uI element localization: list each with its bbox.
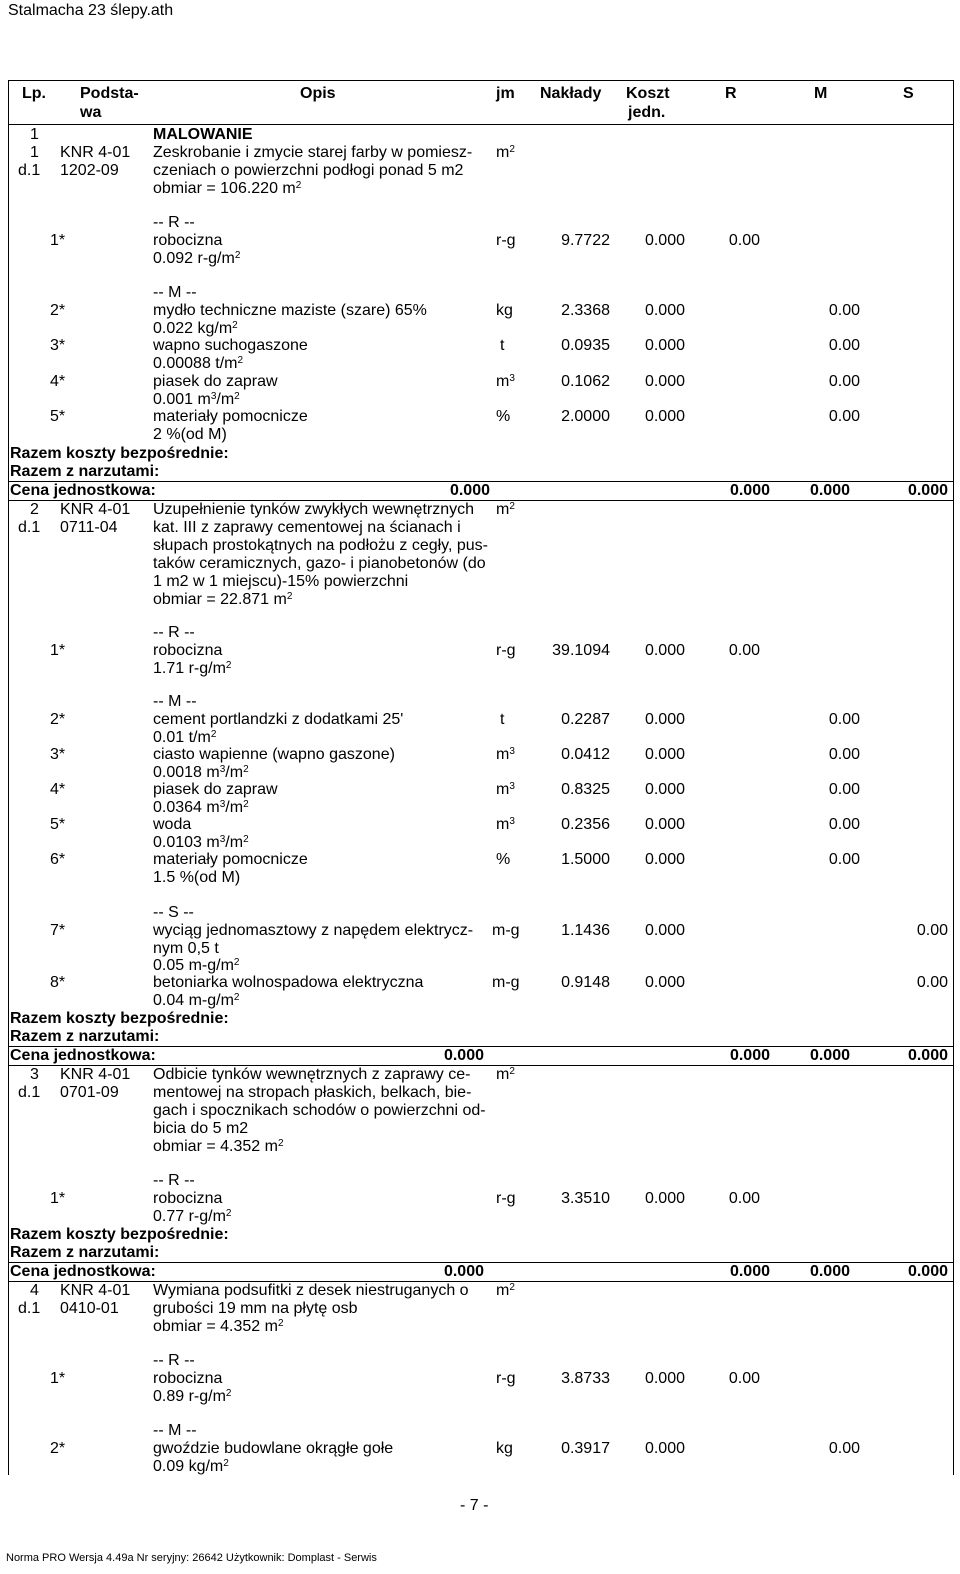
resource-unit: $m^3$ [496, 816, 515, 833]
resource-unit: kg [496, 1440, 513, 1457]
unit-price-r: 0.000 [729, 482, 770, 499]
description-line: czeniach o powierzchni podłogi ponad 5 m2 [153, 162, 464, 179]
cost-r: 0.00 [728, 642, 760, 659]
resource-quantity: 0.9148 [561, 974, 610, 991]
header-bottom-border [8, 124, 954, 125]
cost-r: 0.00 [728, 1370, 760, 1387]
row-index: 2* [50, 711, 66, 728]
unit: $m^2$ [496, 1282, 515, 1299]
basis-code: KNR 4-01 [60, 501, 131, 518]
resource-norm: 0.77 $r-g/m^2$ [153, 1208, 232, 1225]
resource-name: robocizna [153, 1190, 223, 1207]
unit-price-m: 0.000 [809, 1263, 850, 1280]
row-index: 5* [50, 408, 66, 425]
resource-norm: 0.05 $m-g/m^2$ [153, 957, 240, 974]
resource-quantity: 39.1094 [552, 642, 610, 659]
resource-name: gwoździe budowlane okrągłe gołe [153, 1440, 394, 1457]
unit: $m^2$ [496, 144, 515, 161]
unit-price: 0.000 [644, 974, 685, 991]
resource-name: wyciąg jednomasztowy z napędem elektrycz- [153, 922, 474, 939]
labor-label: -- R -- [153, 624, 195, 641]
summary-with-surcharges: Razem z narzutami: [10, 463, 160, 480]
position-number: 2 [30, 501, 39, 518]
row-index: 1* [50, 1190, 66, 1207]
description-line: Wymiana podsufitki z desek niestruganych o [153, 1282, 469, 1299]
position-number: 4 [30, 1282, 39, 1299]
unit-price-s: 0.000 [907, 482, 948, 499]
resource-name: robocizna [153, 642, 223, 659]
resource-quantity: 0.8325 [561, 781, 610, 798]
unit-price: 0.000 [644, 1370, 685, 1387]
cost-m: 0.00 [828, 337, 860, 354]
resource-unit: r-g [496, 1370, 516, 1387]
resource-unit: r-g [496, 1190, 516, 1207]
row-index: 5* [50, 816, 66, 833]
resource-name: wapno suchogaszone [153, 337, 308, 354]
position-suffix: d.1 [18, 519, 41, 536]
unit-price-r: 0.000 [729, 1263, 770, 1280]
cost-m: 0.00 [828, 851, 860, 868]
row-index: 1* [50, 642, 66, 659]
resource-norm: 0.89 $r-g/m^2$ [153, 1388, 232, 1405]
cost-r: 0.00 [728, 232, 760, 249]
header-koszt-1: Koszt [626, 85, 670, 102]
basis-code: KNR 4-01 [60, 144, 131, 161]
resource-name: piasek do zapraw [153, 781, 278, 798]
row-index: 3* [50, 337, 66, 354]
basis-number: 1202-09 [60, 162, 119, 179]
resource-name: materiały pomocnicze [153, 851, 308, 868]
description-line: gach i spocznikach schodów o powierzchni od- [153, 1102, 486, 1119]
unit-price: 0.000 [644, 1440, 685, 1457]
resource-name: piasek do zapraw [153, 373, 278, 390]
basis-code: KNR 4-01 [60, 1282, 131, 1299]
resource-unit: t [500, 337, 505, 354]
resource-name: woda [153, 816, 192, 833]
resource-norm: 0.092 $r-g/m^2$ [153, 250, 241, 267]
unit: $m^2$ [496, 501, 515, 518]
cost-m: 0.00 [828, 1440, 860, 1457]
header-podstawa-1: Podsta- [80, 85, 139, 102]
resource-quantity: 2.3368 [561, 302, 610, 319]
resource-quantity: 3.8733 [561, 1370, 610, 1387]
cost-m: 0.00 [828, 746, 860, 763]
resource-quantity: 0.2356 [561, 816, 610, 833]
row-index: 3* [50, 746, 66, 763]
resource-quantity: 0.0935 [561, 337, 610, 354]
resource-unit: r-g [496, 642, 516, 659]
position-suffix: d.1 [18, 162, 41, 179]
resource-unit: t [500, 711, 505, 728]
resource-quantity: 0.3917 [561, 1440, 610, 1457]
unit-price: 0.000 [644, 337, 685, 354]
unit-price-r: 0.000 [729, 1047, 770, 1064]
resource-unit: m-g [492, 974, 520, 991]
material-label: -- M -- [153, 284, 197, 301]
page-number: - 7 - [460, 1497, 489, 1514]
unit-price: 0.000 [644, 816, 685, 833]
cost-m: 0.00 [828, 816, 860, 833]
resource-unit: m-g [492, 922, 520, 939]
header-m: M [814, 85, 828, 102]
header-koszt-2: jedn. [628, 104, 666, 121]
summary-with-surcharges: Razem z narzutami: [10, 1028, 160, 1045]
section-number: 1 [30, 126, 39, 143]
unit-price: 0.000 [644, 711, 685, 728]
cost-m: 0.00 [828, 711, 860, 728]
unit-price: 0.000 [644, 642, 685, 659]
position-suffix: d.1 [18, 1084, 41, 1101]
resource-quantity: 1.5000 [561, 851, 610, 868]
summary-direct-costs: Razem koszty bezpośrednie: [10, 1010, 229, 1027]
header-opis: Opis [300, 85, 336, 102]
cost-m: 0.00 [828, 781, 860, 798]
unit-price: 0.000 [644, 408, 685, 425]
row-index: 6* [50, 851, 66, 868]
material-label: -- M -- [153, 1422, 197, 1439]
summary-direct-costs: Razem koszty bezpośrednie: [10, 445, 229, 462]
unit-price: 0.000 [644, 302, 685, 319]
description-line: grubości 19 mm na płytę osb [153, 1300, 358, 1317]
resource-norm: 0.04 $m-g/m^2$ [153, 992, 240, 1009]
unit-price: 0.000 [644, 781, 685, 798]
row-index: 8* [50, 974, 66, 991]
resource-quantity: 9.7722 [561, 232, 610, 249]
quantity-obmiar: obmiar = 4.352 $m^2$ [153, 1138, 284, 1155]
resource-name: cement portlandzki z dodatkami 25' [153, 711, 404, 728]
description-line: Uzupełnienie tynków zwykłych wewnętrznych [153, 501, 475, 518]
equipment-label: -- S -- [153, 904, 194, 921]
basis-number: 0701-09 [60, 1084, 119, 1101]
header-r: R [725, 85, 737, 102]
cost-m: 0.00 [828, 408, 860, 425]
row-index: 1* [50, 232, 66, 249]
labor-label: -- R -- [153, 214, 195, 231]
unit-price-total: 0.000 [443, 1047, 484, 1064]
document-title: Stalmacha 23 ślepy.ath [8, 2, 174, 19]
row-index: 4* [50, 781, 66, 798]
resource-name: robocizna [153, 1370, 223, 1387]
unit-price: 0.000 [644, 851, 685, 868]
unit-price: 0.000 [644, 1190, 685, 1207]
unit: $m^2$ [496, 1066, 515, 1083]
description-line: Zeskrobanie i zmycie starej farby w pomiesz- [153, 144, 473, 161]
quantity-obmiar: obmiar = 22.871 $m^2$ [153, 591, 293, 608]
resource-unit: r-g [496, 232, 516, 249]
position-suffix: d.1 [18, 1300, 41, 1317]
header-naklady: Nakłady [540, 85, 602, 102]
labor-label: -- R -- [153, 1352, 195, 1369]
section-title: MALOWANIE [153, 126, 253, 143]
resource-norm: 0.001 $m^3/m^2$ [153, 391, 240, 408]
cost-m: 0.00 [828, 373, 860, 390]
resource-unit: $m^3$ [496, 373, 515, 390]
resource-quantity: 1.1436 [561, 922, 610, 939]
basis-number: 0711-04 [60, 519, 118, 536]
unit-price-s: 0.000 [907, 1263, 948, 1280]
resource-unit: % [496, 408, 511, 425]
resource-norm: 0.09 $kg/m^2$ [153, 1458, 229, 1475]
cost-m: 0.00 [828, 302, 860, 319]
row-index: 2* [50, 302, 66, 319]
labor-label: -- R -- [153, 1172, 195, 1189]
unit-price: 0.000 [644, 922, 685, 939]
resource-norm: 2 %(od M) [153, 426, 227, 443]
description-line: taków ceramicznych, gazo- i pianobetonów (do [153, 555, 486, 572]
position-number: 1 [30, 144, 39, 161]
position-number: 3 [30, 1066, 39, 1083]
unit-price-m: 0.000 [809, 1047, 850, 1064]
summary-direct-costs: Razem koszty bezpośrednie: [10, 1226, 229, 1243]
table-left-border [8, 80, 9, 1475]
resource-name: ciasto wapienne (wapno gaszone) [153, 746, 395, 763]
separator [8, 1065, 954, 1066]
separator [8, 1281, 954, 1282]
summary-with-surcharges: Razem z narzutami: [10, 1244, 160, 1261]
resource-norm: 0.022 $kg/m^2$ [153, 320, 238, 337]
summary-unit-price: Cena jednostkowa: [10, 1047, 156, 1064]
description-line: bicia do 5 m2 [153, 1120, 249, 1137]
summary-unit-price: Cena jednostkowa: [10, 1263, 156, 1280]
footer-text: Norma PRO Wersja 4.49a Nr seryjny: 26642 Użytkownik: Domplast - Serwis [6, 1552, 377, 1564]
header-s: S [903, 85, 914, 102]
resource-unit: kg [496, 302, 513, 319]
resource-unit: $m^3$ [496, 781, 515, 798]
summary-unit-price: Cena jednostkowa: [10, 482, 156, 499]
cost-s: 0.00 [916, 922, 948, 939]
description-line: słupach prostokątnych na podłożu z cegły, pus- [153, 537, 489, 554]
unit-price-total: 0.000 [443, 1263, 484, 1280]
resource-quantity: 0.1062 [561, 373, 610, 390]
resource-unit: % [496, 851, 511, 868]
description-line: mentowej na stropach płaskich, belkach, bie- [153, 1084, 472, 1101]
resource-name: mydło techniczne maziste (szare) 65% [153, 302, 427, 319]
resource-norm: 0.0364 $m^3/m^2$ [153, 799, 249, 816]
table-right-border [953, 80, 954, 1475]
header-podstawa-2: wa [80, 104, 102, 121]
unit-price-s: 0.000 [907, 1047, 948, 1064]
resource-name-cont: nym 0,5 t [153, 940, 219, 957]
basis-code: KNR 4-01 [60, 1066, 131, 1083]
resource-quantity: 0.0412 [561, 746, 610, 763]
cost-r: 0.00 [728, 1190, 760, 1207]
cost-s: 0.00 [916, 974, 948, 991]
resource-unit: $m^3$ [496, 746, 515, 763]
resource-norm: 0.01 $t/m^2$ [153, 729, 217, 746]
resource-name: robocizna [153, 232, 223, 249]
quantity-obmiar: obmiar = 4.352 $m^2$ [153, 1318, 284, 1335]
resource-quantity: 3.3510 [561, 1190, 610, 1207]
quantity-obmiar: obmiar = 106.220 $m^2$ [153, 180, 302, 197]
unit-price-m: 0.000 [809, 482, 850, 499]
description-line: Odbicie tynków wewnętrznych z zaprawy ce- [153, 1066, 471, 1083]
resource-norm: 1.71 $r-g/m^2$ [153, 660, 232, 677]
table-top-border [8, 80, 954, 81]
resource-norm: 1.5 %(od M) [153, 869, 241, 886]
resource-quantity: 2.0000 [561, 408, 610, 425]
header-lp: Lp. [22, 85, 46, 102]
unit-price: 0.000 [644, 746, 685, 763]
resource-name: materiały pomocnicze [153, 408, 308, 425]
row-index: 7* [50, 922, 66, 939]
resource-norm: 0.0018 $m^3/m^2$ [153, 764, 249, 781]
resource-norm: 0.0103 $m^3/m^2$ [153, 834, 249, 851]
description-line: kat. III z zaprawy cementowej na ścianach i [153, 519, 461, 536]
row-index: 2* [50, 1440, 66, 1457]
unit-price: 0.000 [644, 232, 685, 249]
description-line: 1 m2 w 1 miejscu)-15% powierzchni [153, 573, 409, 590]
unit-price-total: 0.000 [449, 482, 490, 499]
resource-name: betoniarka wolnospadowa elektryczna [153, 974, 424, 991]
resource-quantity: 0.2287 [561, 711, 610, 728]
basis-number: 0410-01 [60, 1300, 119, 1317]
unit-price: 0.000 [644, 373, 685, 390]
resource-norm: 0.00088 $t/m^2$ [153, 355, 244, 372]
material-label: -- M -- [153, 693, 197, 710]
row-index: 4* [50, 373, 66, 390]
header-jm: jm [496, 85, 515, 102]
row-index: 1* [50, 1370, 66, 1387]
separator [8, 500, 954, 501]
